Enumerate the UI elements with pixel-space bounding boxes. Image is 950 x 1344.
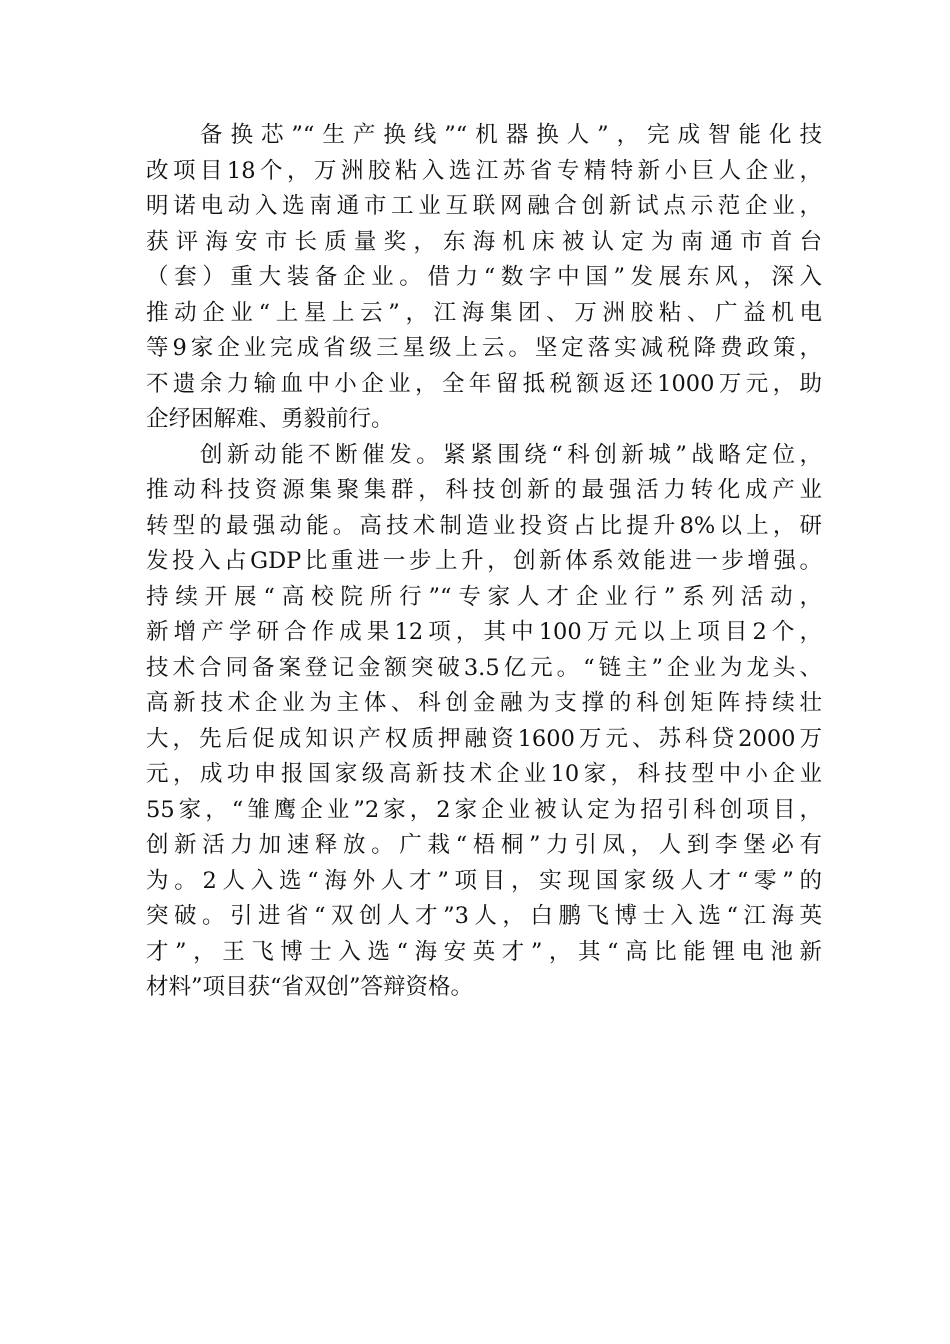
text-line: 元，成功申报国家级高新技术企业10家，科技型中小企业 <box>146 761 822 787</box>
text-line: 才”，王飞博士入选“海安英才”，其“高比能锂电池新 <box>146 938 822 965</box>
text-line: 高新技术企业为主体、科创金融为支撑的科创矩阵持续壮 <box>146 690 822 716</box>
text-line: 企纾困解难、勇毅前行。 <box>146 406 394 432</box>
paragraph-innovation <box>146 438 822 1006</box>
text-line: 获评海安市长质量奖，东海机床被认定为南通市首台 <box>146 228 822 255</box>
document-body <box>146 118 822 1006</box>
text-line: 备换芯”“生产换线”“机器换人”，完成智能化技 <box>200 122 822 148</box>
text-line: 55家，“雏鹰企业”2家，2家企业被认定为招引科创项目， <box>146 796 822 823</box>
text-line: 创新动能不断催发。紧紧围绕“科创新城”战略定位， <box>200 441 822 468</box>
text-line: 不遗余力输血中小企业，全年留抵税额返还1000万元，助 <box>146 370 822 397</box>
text-line: 新增产学研合作成果12项，其中100万元以上项目2个， <box>146 619 822 645</box>
text-line: 发投入占GDP比重进一步上升，创新体系效能进一步增强。 <box>146 548 822 574</box>
text-line: 等9家企业完成省级三星级上云。坚定落实减税降费政策， <box>146 335 822 361</box>
text-line: 推动科技资源集聚集群，科技创新的最强活力转化成产业 <box>146 477 822 503</box>
paragraph-industry-upgrade <box>146 118 822 438</box>
text-line: 为。2人入选“海外人才”项目，实现国家级人才“零”的 <box>146 867 822 894</box>
text-line: 明诺电动入选南通市工业互联网融合创新试点示范企业， <box>146 193 822 219</box>
text-line: 转型的最强动能。高技术制造业投资占比提升8%以上，研 <box>146 512 822 539</box>
text-line: 创新活力加速释放。广栽“梧桐”力引凤，人到李堡必有 <box>146 832 822 858</box>
text-line: 持续开展“高校院所行”“专家人才企业行”系列活动， <box>146 583 822 610</box>
text-line: 大，先后促成知识产权质押融资1600万元、苏科贷2000万 <box>146 725 822 752</box>
text-line: 技术合同备案登记金额突破3.5亿元。“链主”企业为龙头、 <box>146 654 822 681</box>
text-line: （套）重大装备企业。借力“数字中国”发展东风，深入 <box>146 264 822 290</box>
text-line: 改项目18个，万洲胶粘入选江苏省专精特新小巨人企业， <box>146 157 822 184</box>
text-line: 突破。引进省“双创人才”3人，白鹏飞博士入选“江海英 <box>146 903 822 929</box>
text-line: 材料”项目获“省双创”答辩资格。 <box>146 974 474 1000</box>
text-line: 推动企业“上星上云”，江海集团、万洲胶粘、广益机电 <box>146 299 822 326</box>
